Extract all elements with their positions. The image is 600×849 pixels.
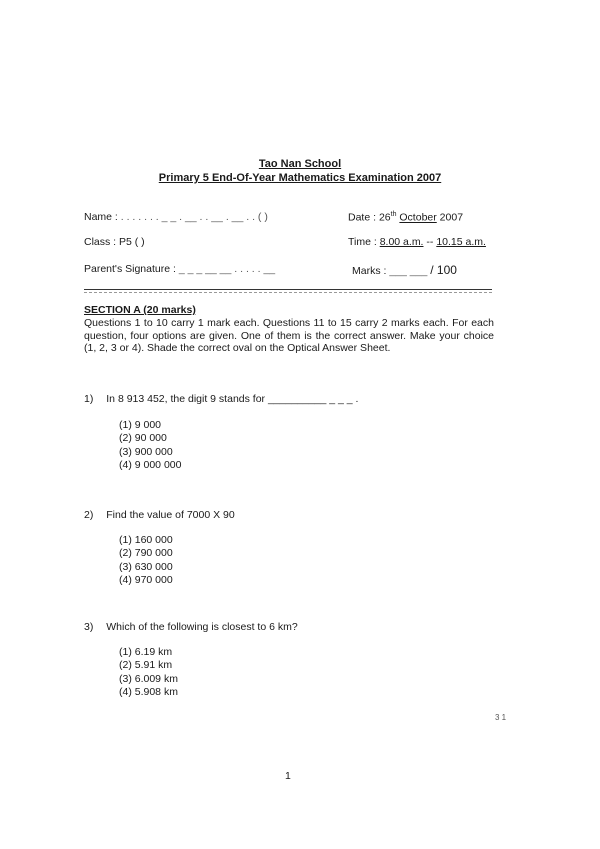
option: (4) 9 000 000	[119, 458, 182, 471]
question-1-options	[119, 419, 181, 472]
marks-blank: ___ ___	[389, 265, 428, 277]
question-3	[84, 621, 298, 633]
corner-mark: 3 1	[495, 713, 507, 722]
option: (4) 5.908 km	[119, 685, 178, 698]
date-day: 26	[378, 211, 391, 224]
option: (2) 5.91 km	[119, 659, 173, 672]
school-name: Tao Nan School	[258, 158, 342, 170]
question-2	[84, 509, 235, 521]
page-number: 1	[285, 770, 291, 782]
section-title: SECTION A (20 marks)	[84, 304, 196, 316]
date-year: 2007	[439, 211, 464, 224]
parent-signature-blank: _ _ _ __ __ . . . . . __	[178, 263, 276, 275]
option: (1) 6.19 km	[119, 646, 173, 658]
time-end: 10.15 a.m.	[436, 236, 486, 248]
option: (3) 6.009 km	[119, 672, 178, 685]
name-label: Name :	[84, 211, 118, 223]
question-number: 1)	[84, 393, 94, 405]
question-text: Find the value of 7000 X 90	[106, 509, 235, 521]
option: (1) 9 000	[119, 419, 162, 431]
date-month: October	[399, 211, 437, 224]
date-field	[348, 211, 463, 224]
parent-signature-field	[84, 263, 275, 275]
question-number: 3)	[84, 621, 94, 633]
question-number: 2)	[84, 509, 94, 521]
parent-signature-label: Parent's Signature :	[84, 263, 176, 275]
question-3-options	[119, 646, 178, 699]
time-label: Time :	[348, 236, 380, 248]
question-2-options	[119, 534, 173, 587]
date-label: Date :	[348, 211, 379, 224]
question-1	[84, 393, 358, 405]
name-field	[84, 211, 268, 223]
section-instructions: Questions 1 to 10 carry 1 mark each. Questions 11 to 15 carry 2 marks each. For each question, four options are given. One of them is the correct answer. Make your choice (1, 2, 3 or 4). Shade the correct oval on the Optical Answer Sheet.	[84, 317, 494, 354]
marks-total: / 100	[430, 263, 457, 277]
name-blank: . . . . . . . _ _ . __ . . __ . __ . . ( )	[120, 211, 268, 223]
marks-label: Marks :	[352, 265, 390, 277]
option: (3) 900 000	[119, 445, 173, 458]
option: (3) 630 000	[119, 560, 173, 573]
option: (2) 790 000	[119, 547, 173, 560]
date-suffix: th	[390, 211, 397, 218]
class-field: Class : P5 ( )	[84, 236, 145, 248]
divider-line	[84, 289, 492, 290]
question-text: In 8 913 452, the digit 9 stands for __________ _ _ _ .	[106, 393, 359, 405]
time-start: 8.00 a.m.	[379, 236, 424, 248]
marks-field	[352, 263, 457, 277]
option: (4) 970 000	[119, 573, 173, 586]
time-separator: --	[423, 236, 437, 248]
question-text: Which of the following is closest to 6 km?	[106, 621, 298, 633]
exam-title: Primary 5 End-Of-Year Mathematics Examination 2007	[158, 172, 442, 184]
option: (1) 160 000	[119, 534, 173, 546]
divider-line-secondary	[84, 292, 492, 293]
option: (2) 90 000	[119, 432, 167, 445]
time-field	[348, 236, 486, 248]
